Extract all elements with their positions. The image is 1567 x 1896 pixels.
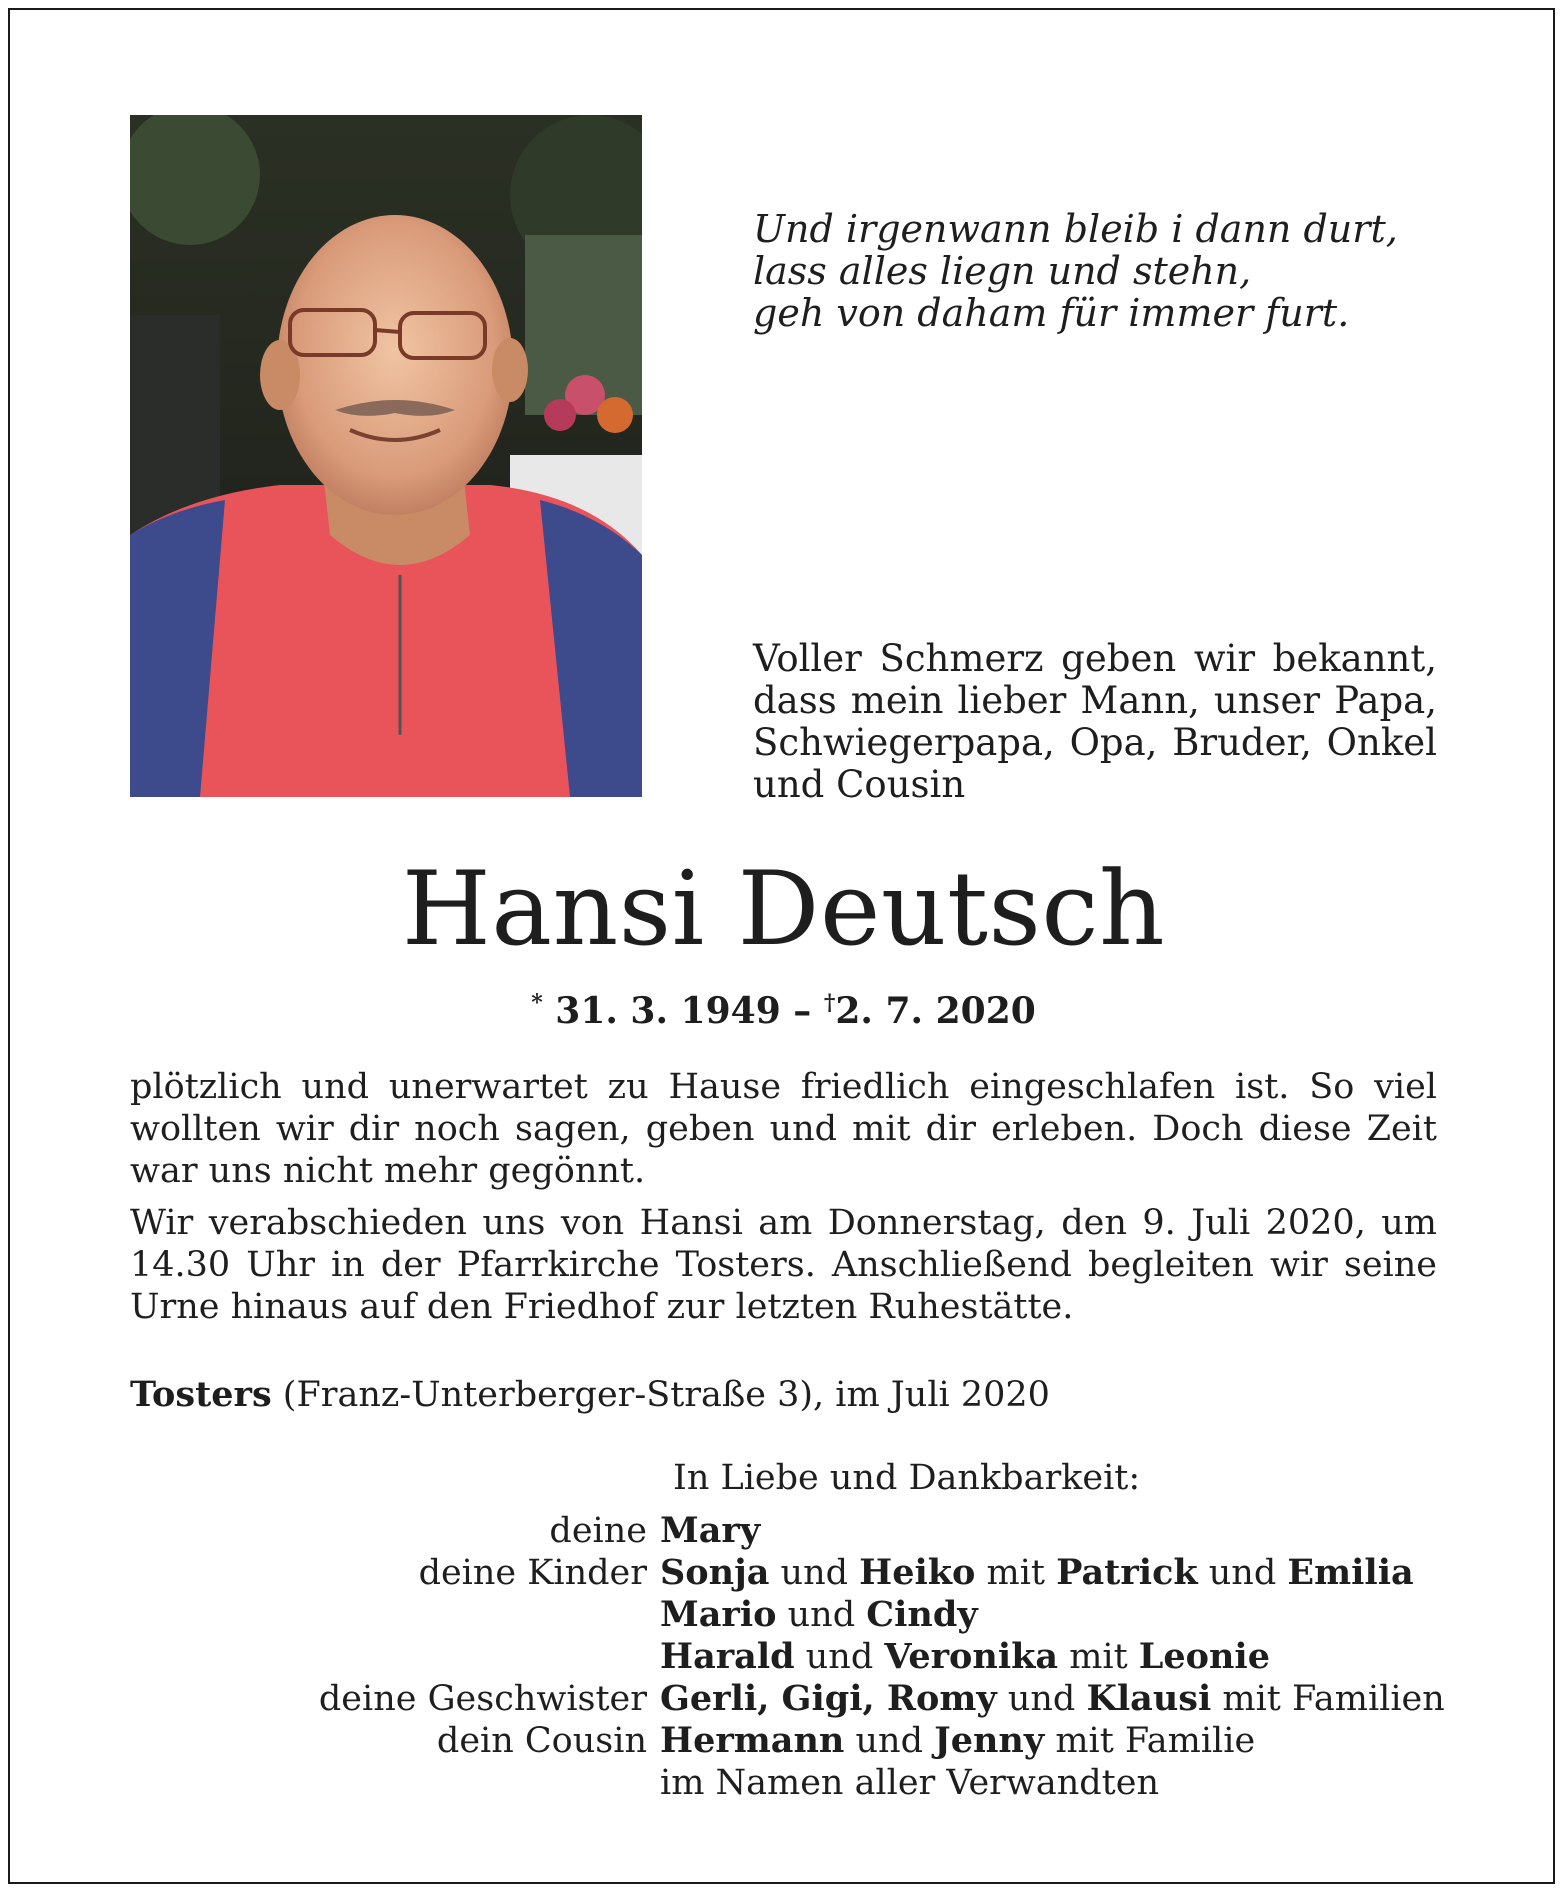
family-names [660,1552,1460,1594]
family-relation [130,1636,660,1678]
family-relation [130,1594,660,1636]
birth-symbol: * [531,990,543,1016]
family-relation: deine Kinder [418,1553,647,1593]
family-connector: und [844,1721,935,1761]
family-member-name: Mario [660,1594,777,1635]
family-names [660,1510,1460,1552]
life-dates [0,982,1567,1032]
family-connector: mit [1058,1637,1139,1677]
family-row [130,1636,1460,1678]
family-member-name: Veronika [884,1636,1059,1677]
family-member-name: Jenny [934,1720,1045,1761]
family-member-name: Heiko [859,1552,976,1593]
date-separator: – [793,990,812,1032]
family-relation: deine [549,1511,647,1551]
place-address: (Franz-Unterberger-Straße 3), im Juli 2020 [271,1375,1050,1415]
family-member-name: Gerli, Gigi, Romy [660,1678,997,1719]
family-row [130,1552,1460,1594]
family-row [130,1594,1460,1636]
place-town: Tosters [130,1374,272,1415]
poem [753,208,1398,334]
place-date-line [130,1374,1050,1416]
family-row [130,1510,1460,1552]
family-connector: mit Familien [1211,1679,1445,1719]
family-connector: im Namen aller Verwandten [660,1763,1159,1803]
family-names [660,1720,1460,1762]
deceased-name: Hansi Deutsch [401,850,1166,969]
birth-date: 31. 3. 1949 [555,990,781,1032]
notice-body [130,1066,1437,1338]
thanks-line: In Liebe und Dankbarkeit: [673,1458,1141,1498]
family-connector: und [996,1679,1087,1719]
family-connector: und [769,1553,860,1593]
family-connector: und [794,1637,885,1677]
body-paragraph: Wir verabschieden uns von Hansi am Donnerstag, den 9. Juli 2020, um 14.30 Uhr in der Pfarrkirche Tosters. Anschließend begleiten wir seine Urne hinaus auf den Friedhof zur letzten Ruhestätte. [130,1203,1437,1327]
family-names [660,1636,1460,1678]
family-names [660,1678,1460,1720]
body-paragraph: plötzlich und unerwartet zu Hause friedlich eingeschlafen ist. So viel wollten wir dir noch sagen, geben und mit dir erleben. Doch diese Zeit war uns nicht mehr gegönnt. [130,1067,1437,1191]
family-row [130,1678,1460,1720]
family-row [130,1720,1460,1762]
portrait-photo [130,115,642,797]
family-member-name: Harald [660,1636,795,1677]
death-symbol: † [823,990,836,1016]
poem-line: geh von daham für immer furt. [753,291,1350,335]
family-member-name: Mary [660,1510,761,1551]
family-relation: deine Geschwister [318,1679,647,1719]
poem-line: lass alles liegn und stehn, [753,249,1252,293]
family-row [130,1762,1460,1804]
family-connector: mit [975,1553,1057,1593]
family-member-name: Sonja [660,1552,770,1593]
family-names [660,1762,1460,1804]
announcement-text: Voller Schmerz geben wir bekannt, dass mein lieber Mann, unser Papa, Schwiegerpapa, Opa, Bruder, Onkel und Cousin [753,637,1437,806]
family-relation [130,1762,660,1804]
family-connector: und [776,1595,867,1635]
death-date: 2. 7. 2020 [835,990,1036,1032]
family-relation: dein Cousin [436,1721,647,1761]
family-connector: und [1197,1553,1288,1593]
family-member-name: Leonie [1138,1636,1270,1677]
family-member-name: Klausi [1086,1678,1212,1719]
poem-line: Und irgenwann bleib i dann durt, [753,207,1398,251]
family-member-name: Cindy [866,1594,978,1635]
family-names [660,1594,1460,1636]
family-member-name: Patrick [1056,1552,1198,1593]
family-member-name: Hermann [660,1720,845,1761]
family-member-name: Emilia [1287,1552,1414,1593]
family-list [130,1510,1460,1804]
family-connector: mit Familie [1044,1721,1256,1761]
